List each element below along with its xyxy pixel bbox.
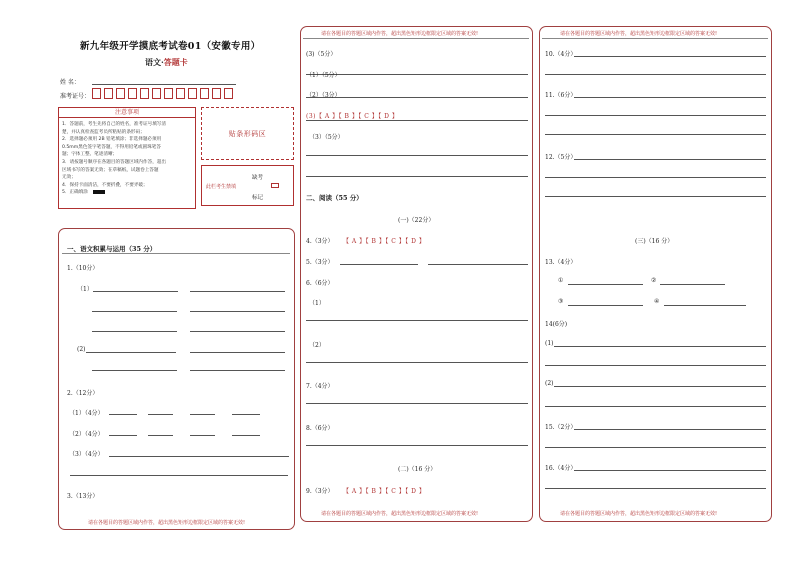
answer-line[interactable] — [306, 320, 528, 321]
notice-item: 1．答题前，考生先将自己的姓名，准考证号填写清 — [62, 122, 166, 127]
answer-line[interactable] — [568, 284, 643, 285]
answer-line[interactable] — [574, 97, 766, 98]
answer-line[interactable] — [306, 155, 528, 156]
boundary-warning: 请在各题目的答题区域内作答，超出黑色矩形边框限定区域的答案无效! — [321, 31, 479, 37]
answer-line[interactable] — [306, 120, 528, 121]
boundary-warning: 请在各题目的答题区域内作答，超出黑色矩形边框限定区域的答案无效! — [88, 520, 246, 526]
q4-choice-options[interactable]: 【 A 】【 B 】【 C 】【 D 】 — [343, 238, 426, 245]
q-label: （2）（3分） — [306, 92, 341, 99]
answer-line[interactable] — [190, 370, 285, 371]
q-label: （1）（5分） — [306, 72, 341, 79]
notice-title: 注意事项 — [59, 108, 195, 118]
blank-1-marker: ① — [558, 277, 564, 284]
boundary-warning: 请在各题目的答题区域内作答，超出黑色矩形边框限定区域的答案无效! — [560, 511, 718, 517]
absent-forbidden-label: 此栏考生禁填 — [206, 184, 237, 190]
answer-line[interactable] — [545, 196, 766, 197]
q2-3-label: （3）（4分） — [69, 451, 104, 458]
q14-1-label: (1) — [545, 340, 554, 347]
q9-choice-options[interactable]: 【 A 】【 B 】【 C 】【 D 】 — [343, 488, 426, 495]
answer-line[interactable] — [306, 176, 528, 177]
q13-label: 13.（4分） — [545, 259, 577, 266]
answer-line[interactable] — [190, 311, 285, 312]
q9-label: 9.（3分） — [306, 488, 334, 495]
barcode-area — [201, 107, 294, 160]
q7-label: 7.（4分） — [306, 383, 334, 390]
section-1-title: 一、语文积累与运用（35 分） — [67, 245, 157, 253]
notice-item: 3．请按题号顺序在各题目的答题区域内作答，超出 — [62, 159, 166, 165]
q6-2-label: （2） — [309, 342, 325, 349]
answer-line[interactable] — [340, 264, 418, 265]
answer-line[interactable] — [190, 291, 285, 292]
q-label: （3）（5分） — [309, 134, 344, 141]
answer-line[interactable] — [109, 456, 289, 457]
answer-line[interactable] — [545, 177, 766, 178]
q2-1-label: （1）（4分） — [69, 410, 104, 417]
boundary-warning: 请在各题目的答题区域内作答，超出黑色矩形边框限定区域的答案无效! — [321, 511, 479, 517]
answer-line[interactable] — [574, 159, 766, 160]
answer-line[interactable] — [109, 435, 137, 436]
answer-line[interactable] — [574, 429, 766, 430]
id-grid[interactable] — [92, 88, 236, 100]
boundary-warning: 请在各题目的答题区域内作答，超出黑色矩形边框限定区域的答案无效! — [560, 31, 718, 37]
absent-label: 缺考 — [252, 175, 264, 181]
q12-label: 12.（5分） — [545, 154, 577, 161]
blank-3-marker: ③ — [558, 298, 564, 305]
answer-line[interactable] — [86, 352, 176, 353]
notice-item: 4．保持卡面清洁，不要折叠，不要弄破； — [62, 182, 148, 188]
card-subtitle — [145, 57, 188, 68]
notice-item: 0.5mm黑色签字笔答题，不得用铅笔或圆珠笔答 — [62, 144, 161, 150]
notice-item: 2．选择题必须用 2B 铅笔填涂；非选择题必须用 — [62, 137, 162, 143]
absent-box — [201, 165, 294, 206]
notice-item: 区域书写的答案无效；在草稿纸，试题卷上答题 — [62, 167, 159, 173]
name-label: 姓 名： — [60, 79, 80, 86]
part-3-title: (三)（16 分） — [635, 238, 674, 245]
name-field[interactable] — [92, 84, 236, 85]
q14-2-label: (2) — [545, 380, 554, 387]
answer-line[interactable] — [545, 115, 766, 116]
answer-line[interactable] — [545, 488, 766, 489]
answer-line[interactable] — [574, 470, 766, 471]
answer-line[interactable] — [554, 386, 766, 387]
filled-mark-icon — [93, 190, 105, 194]
q1-label: 1.（10分） — [67, 265, 99, 272]
choice-options[interactable]: (3)【 A 】【 B 】【 C 】【 D 】 — [306, 113, 399, 120]
q3-label: 3.（13分） — [67, 493, 99, 500]
answer-line[interactable] — [92, 311, 177, 312]
part-2-title: (二)（16 分） — [398, 466, 437, 473]
answer-line[interactable] — [190, 352, 285, 353]
answer-line[interactable] — [70, 475, 288, 476]
answer-line[interactable] — [545, 406, 766, 407]
panel-accumulation — [58, 228, 295, 530]
answer-line[interactable] — [306, 445, 528, 446]
answer-line[interactable] — [568, 305, 643, 306]
answer-card-label: 答题卡 — [163, 57, 188, 67]
answer-line[interactable] — [545, 365, 766, 366]
answer-line[interactable] — [92, 331, 177, 332]
q14-label: 14(6分) — [545, 321, 568, 328]
answer-line[interactable] — [545, 74, 766, 75]
q8-label: 8.（6分） — [306, 425, 334, 432]
q2-2-label: （2）（4分） — [69, 431, 104, 438]
q10-label: 10.（4分） — [545, 51, 577, 58]
barcode-label: 贴条形码区 — [228, 129, 267, 138]
subject-label: 语文 — [145, 57, 161, 67]
answer-line[interactable] — [232, 414, 260, 415]
answer-line[interactable] — [574, 56, 766, 57]
q4-label: 4.（3分） — [306, 238, 334, 245]
notice-box — [58, 107, 196, 209]
blank-4-marker: ④ — [654, 298, 660, 305]
q2-label: 2.（12分） — [67, 390, 99, 397]
answer-line[interactable] — [190, 331, 285, 332]
answer-line[interactable] — [428, 264, 528, 265]
q16-label: 16.（4分） — [545, 465, 577, 472]
notice-item: 5．正确填涂 — [62, 189, 192, 197]
part-1-title: (一)（22分） — [398, 217, 435, 224]
q1-2-label: (2) — [77, 346, 86, 353]
answer-line[interactable] — [306, 362, 528, 363]
q-label: (3)（5分） — [306, 51, 337, 58]
q11-label: 11.（6分） — [545, 92, 577, 99]
answer-line[interactable] — [306, 403, 528, 404]
subtitle-dot: · — [161, 57, 164, 67]
q15-label: 15.（2分） — [545, 424, 577, 431]
q5-label: 5.（3分） — [306, 259, 334, 266]
answer-line[interactable] — [93, 291, 178, 292]
notice-item: 楚，并认真检查监考员所粘贴的条形码； — [62, 129, 145, 135]
answer-line[interactable] — [660, 284, 725, 285]
blank-2-marker: ② — [651, 277, 657, 284]
answer-line[interactable] — [92, 370, 177, 371]
answer-line[interactable] — [190, 414, 215, 415]
answer-line[interactable] — [554, 346, 766, 347]
notice-item: 无效； — [62, 175, 76, 181]
answer-line[interactable] — [664, 305, 746, 306]
notice-item: 题；字体工整、笔迹清晰； — [62, 152, 118, 158]
panel-reading — [300, 26, 533, 522]
answer-line[interactable] — [232, 435, 260, 436]
page-title: 新九年级开学摸底考试卷01（安徽专用） — [80, 41, 261, 52]
answer-line[interactable] — [109, 414, 137, 415]
id-label: 准考证号： — [60, 93, 91, 100]
section-2-title: 二、阅读（55 分） — [306, 194, 363, 202]
absent-checkbox[interactable] — [271, 183, 279, 188]
absent-mark-label: 标记 — [252, 195, 264, 201]
q6-label: 6.（6分） — [306, 280, 334, 287]
answer-line[interactable] — [190, 435, 215, 436]
answer-line[interactable] — [545, 134, 766, 135]
q1-1-label: （1） — [77, 286, 93, 293]
answer-line[interactable] — [148, 414, 173, 415]
answer-line[interactable] — [545, 447, 766, 448]
answer-line[interactable] — [148, 435, 173, 436]
q6-1-label: （1） — [309, 300, 325, 307]
